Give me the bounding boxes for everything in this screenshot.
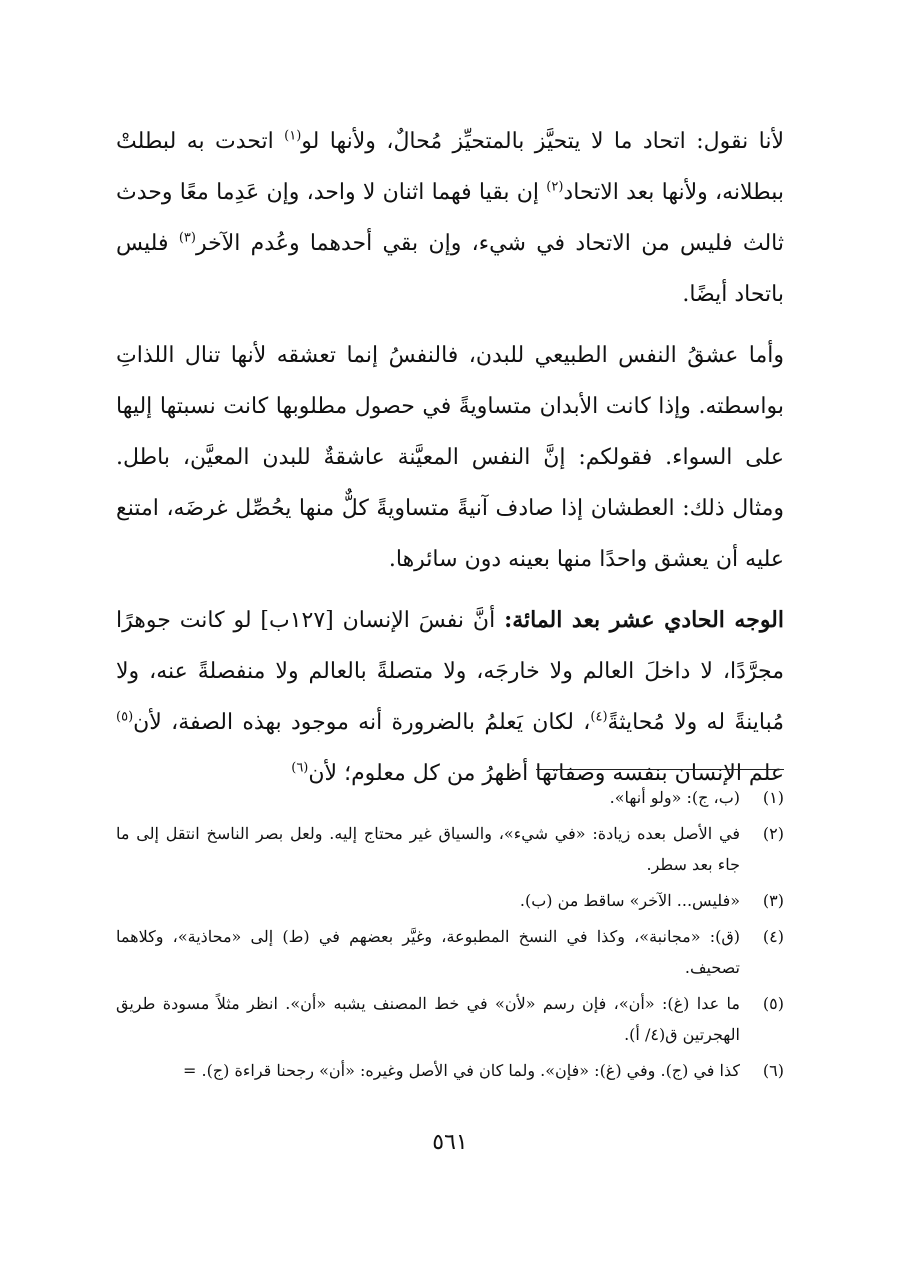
paragraph-1 <box>116 116 784 320</box>
main-text <box>116 116 784 799</box>
footnote-ref-1[interactable]: (١) <box>284 128 302 144</box>
footnote-item <box>116 782 784 813</box>
text-run: ، لكان يَعلمُ بالضرورة أنه موجود بهذه الصفة، لأن <box>133 710 591 735</box>
footnote-ref-2[interactable]: (٢) <box>546 179 564 195</box>
footnote-number: (٣) <box>762 891 784 910</box>
footnote-item <box>116 1055 784 1086</box>
page-number: ٥٦١ <box>432 1130 468 1155</box>
footnote-number: (١) <box>762 788 784 807</box>
text-run: لأنا نقول: اتحاد ما لا يتحيَّز بالمتحيِّز مُحالٌ، ولأنها لو <box>301 129 784 154</box>
footnote-text: ما عدا (غ): «أن»، فإن رسم «لأن» في خط المصنف يشبه «أن». انظر مثلاً مسودة طريق الهجرتين ق(٤/ أ). <box>116 994 740 1044</box>
footnote-text: (ق): «مجانبة»، وكذا في النسخ المطبوعة، وغيَّر بعضهم في (ط) إلى «محاذية»، وكلاهما تصحيف. <box>116 927 740 977</box>
text-run: اتحدت به لبطلتْ ببطلانه، ولأنها بعد الاتحاد <box>116 129 784 205</box>
footnote-text: (ب، ج): «ولو أنها». <box>609 788 740 807</box>
footnote-item <box>116 921 784 983</box>
footnote-text: كذا في (ج). وفي (غ): «فإن». ولما كان في الأصل وغيره: «أن» رجحنا قراءة (ج). = <box>182 1061 740 1080</box>
footnote-item <box>116 885 784 916</box>
text-run: فليس باتحاد أيضًا. <box>116 231 784 307</box>
footnote-ref-6[interactable]: (٦) <box>291 760 309 776</box>
footnote-item <box>116 818 784 880</box>
footnote-ref-3[interactable]: (٣) <box>178 230 196 246</box>
footnote-separator <box>536 769 784 770</box>
footnote-number: (٤) <box>762 927 784 946</box>
footnote-number: (٥) <box>762 994 784 1013</box>
paragraph-2: وأما عشقُ النفس الطبيعي للبدن، فالنفسُ إنما تعشقه لأنها تنال اللذاتِ بواسطته. وإذا كانت الأبدان متساويةً في حصول مطلوبها كانت نسبتها إليها على السواء. فقولكم: إنَّ النفس المعيَّنة عاشقةٌ للبدن المعيَّن، باطل. ومثال ذلك: العطشان إذا صادف آنيةً متساويةً كلٌّ منها يحُصِّل غرضَه، امتنع عليه أن يعشق واحدًا منها بعينه دون سائرها. <box>116 343 784 572</box>
text-run: أنَّ نفسَ الإنسان [١٢٧ب] لو كانت جوهرًا مجرَّدًا، لا داخلَ العالم ولا خارجَه، ولا متصلةً بالعالم ولا منفصلةً عنه، ولا مُباينةً له ولا مُحايثةً <box>116 608 785 735</box>
footnote-ref-4[interactable]: (٤) <box>590 709 608 725</box>
text-run: علم الإنسان بنفسه وصفاتها أظهرُ من كل معلوم؛ لأن <box>308 761 784 786</box>
footnote-number: (٢) <box>762 824 784 843</box>
footnote-number: (٦) <box>762 1061 784 1080</box>
footnote-text: «فليس... الآخر» ساقط من (ب). <box>519 891 740 910</box>
text-run: إن بقيا فهما اثنان لا واحد، وإن عَدِما معًا وحدث ثالث فليس من الاتحاد في شيء، وإن بقي أحدهما وعُدم الآخر <box>116 180 784 256</box>
footnote-text: في الأصل بعده زيادة: «في شيء»، والسياق غير محتاج إليه. ولعل بصر الناسخ انتقل إلى ما جاء بعد سطر. <box>116 824 740 874</box>
footnotes <box>116 782 784 1091</box>
section-heading: الوجه الحادي عشر بعد المائة: <box>504 607 784 633</box>
footnote-item <box>116 988 784 1050</box>
footnote-ref-5[interactable]: (٥) <box>116 709 134 725</box>
